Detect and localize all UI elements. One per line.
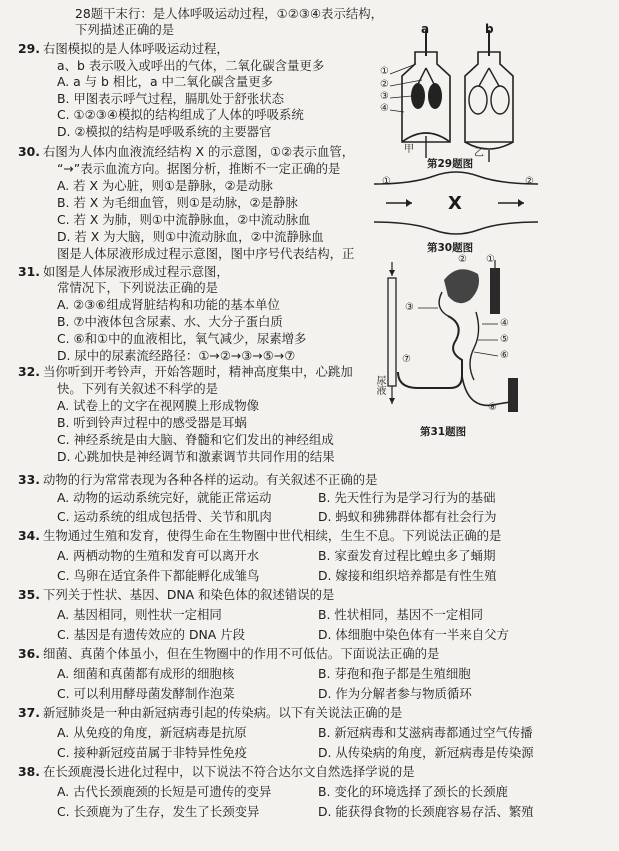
- line-text: A. ②③⑥组成肾脏结构和功能的基本单位: [57, 297, 280, 312]
- question-text-line: [57, 381, 218, 397]
- question-text-line: [57, 331, 306, 347]
- line-text: B. 甲图表示呼气过程，膈肌处于舒张状态: [57, 91, 285, 106]
- question-text-line: [318, 686, 472, 702]
- question-text-line: [57, 490, 271, 506]
- question-stem-line: [18, 364, 353, 380]
- line-text: 当你听到开考铃声，开始答题时，精神高度集中，心跳加: [42, 364, 353, 379]
- fig31-marker-7: ⑦: [402, 354, 411, 365]
- line-text: 下列描述正确的是: [75, 22, 175, 37]
- question-number: 32.: [18, 364, 40, 379]
- question-text-line: [75, 22, 174, 38]
- fig30-vessel-1: ①: [382, 176, 391, 187]
- question-text-line: [57, 509, 272, 525]
- line-text: B. 先天性行为是学习行为的基础: [318, 490, 496, 505]
- question-text-line: [318, 548, 495, 564]
- line-text: 常情况下，下列说法正确的是: [57, 280, 219, 295]
- fig30-structure-x: X: [448, 193, 462, 214]
- line-text: B. 家蚕发育过程比蝗虫多了蛹期: [318, 548, 496, 563]
- line-text: 生物通过生殖和发育，使得生命在生物圈中世代相续，生生不息。下列说法正确的是: [42, 528, 502, 543]
- line-text: A. a 与 b 相比，a 中二氧化碳含量更多: [57, 74, 274, 89]
- line-text: D. 能获得食物的长颈鹿容易存活、繁殖: [318, 804, 534, 819]
- question-stem-line: [18, 472, 378, 488]
- question-stem-line: [18, 646, 439, 662]
- fig31-marker-6: ⑥: [500, 350, 509, 361]
- question-text-line: [57, 58, 324, 74]
- line-text: D. 心跳加快是神经调节和激素调节共同作用的结果: [57, 449, 335, 464]
- question-number: 35.: [18, 587, 40, 602]
- fig29-label-a: a: [421, 22, 430, 36]
- line-text: D. ②模拟的结构是呼吸系统的主要器官: [57, 124, 272, 139]
- line-text: 图是人体尿液形成过程示意图，图中序号代表结构，正: [57, 246, 355, 261]
- question-text-line: [57, 161, 340, 177]
- fig30-vessel-2: ②: [525, 176, 534, 187]
- line-text: 右图为人体内血液流经结构 X 的示意图，①②表示血管，: [42, 144, 355, 159]
- line-text: 28题干末行：是人体呼吸运动过程，①②③④表示结构，: [75, 6, 384, 21]
- line-text: A. 两栖动物的生殖和发育可以离开水: [57, 548, 259, 563]
- fig31-marker-2: ②: [458, 254, 467, 265]
- question-text-line: [57, 784, 271, 800]
- fig31-caption: 第31题图: [420, 426, 467, 438]
- fig30-caption: 第30题图: [427, 242, 474, 254]
- line-text: B. 芽孢和孢子都是生殖细胞: [318, 666, 471, 681]
- line-text: D. 尿中的尿素流经路径：①→②→③→⑤→⑦: [57, 348, 296, 363]
- question-text-line: [57, 666, 234, 682]
- question-text-line: [75, 6, 383, 22]
- question-text-line: [318, 627, 509, 643]
- question-text-line: [318, 745, 534, 761]
- question-text-line: [57, 568, 259, 584]
- question-stem-line: [18, 705, 402, 721]
- line-text: D. 作为分解者参与物质循环: [318, 686, 472, 701]
- question-text-line: [57, 91, 284, 107]
- line-text: C. 运动系统的组成包括骨、关节和肌肉: [57, 509, 272, 524]
- question-text-line: [57, 627, 245, 643]
- question-text-line: [57, 398, 259, 414]
- question-text-line: [57, 314, 283, 330]
- fig31-marker-4: ④: [500, 318, 509, 329]
- question-text-line: [57, 297, 280, 313]
- question-stem-line: [18, 528, 501, 544]
- question-text-line: [57, 107, 304, 123]
- question-text-line: [318, 509, 497, 525]
- figure-29-breathing-model: [380, 24, 530, 164]
- question-stem-line: [18, 41, 229, 57]
- line-text: D. 从传染病的角度，新冠病毒是传染源: [318, 745, 534, 760]
- line-text: C. 可以利用酵母菌发酵制作泡菜: [57, 686, 235, 701]
- fig29-label-jia: 甲: [404, 144, 414, 155]
- line-text: 新冠肺炎是一种由新冠病毒引起的传染病。以下有关说法正确的是: [42, 705, 403, 720]
- fig29-label-yi: 乙: [474, 148, 484, 159]
- question-text-line: [57, 124, 271, 140]
- question-number: 38.: [18, 764, 40, 779]
- line-text: A. 细菌和真菌都有成形的细胞核: [57, 666, 235, 681]
- question-text-line: [57, 686, 235, 702]
- line-text: C. 神经系统是由大脑、脊髓和它们发出的神经组成: [57, 432, 334, 447]
- line-text: 在长颈鹿漫长进化过程中，以下说法不符合达尔文自然选择学说的是: [42, 764, 415, 779]
- question-stem-line: [18, 764, 415, 780]
- fig29-marker-3: ③: [380, 91, 389, 102]
- line-text: D. 嫁接和组织培养都是有性生殖: [318, 568, 497, 583]
- fig29-label-b: b: [485, 22, 494, 36]
- question-stem-line: [18, 144, 354, 160]
- question-number: 34.: [18, 528, 40, 543]
- line-text: C. ①②③④模拟的结构组成了人体的呼吸系统: [57, 107, 304, 122]
- line-text: A. 若 X 为心脏，则①是静脉，②是动脉: [57, 178, 273, 193]
- fig31-marker-3: ③: [405, 302, 414, 313]
- question-text-line: [57, 432, 334, 448]
- question-text-line: [318, 666, 471, 682]
- question-text-line: [57, 280, 218, 296]
- line-text: 下列关于性状、基因、DNA 和染色体的叙述错误的是: [42, 587, 335, 602]
- question-text-line: [57, 548, 259, 564]
- question-text-line: [57, 607, 222, 623]
- line-text: B. 性状相同，基因不一定相同: [318, 607, 484, 622]
- question-text-line: [318, 784, 508, 800]
- line-text: 细菌、真菌个体虽小，但在生物圈中的作用不可低估。下面说法正确的是: [42, 646, 440, 661]
- question-text-line: [318, 490, 495, 506]
- question-text-line: [57, 246, 354, 262]
- question-number: 30.: [18, 144, 40, 159]
- question-text-line: [318, 607, 483, 623]
- question-text-line: [57, 348, 295, 364]
- line-text: “→”表示血流方向。据图分析，推断不一定正确的是: [57, 161, 341, 176]
- line-text: 右图模拟的是人体呼吸运动过程，: [42, 41, 229, 56]
- line-text: A. 动物的运动系统完好，就能正常运动: [57, 490, 272, 505]
- line-text: 快。下列有关叙述不科学的是: [57, 381, 219, 396]
- question-text-line: [57, 195, 298, 211]
- question-text-line: [318, 568, 497, 584]
- fig31-marker-5: ⑤: [500, 334, 509, 345]
- question-stem-line: [18, 264, 229, 280]
- question-text-line: [57, 745, 247, 761]
- question-text-line: [57, 804, 259, 820]
- question-text-line: [57, 415, 247, 431]
- fig29-marker-4: ④: [380, 103, 389, 114]
- line-text: B. 新冠病毒和艾滋病毒都通过空气传播: [318, 725, 533, 740]
- fig29-marker-1: ①: [380, 66, 389, 77]
- question-text-line: [57, 178, 273, 194]
- fig29-marker-2: ②: [380, 79, 389, 90]
- question-text-line: [318, 725, 533, 741]
- line-text: A. 从免疫的角度，新冠病毒是抗原: [57, 725, 247, 740]
- line-text: D. 体细胞中染色体有一半来自父方: [318, 627, 509, 642]
- line-text: B. ⑦中液体包含尿素、水、大分子蛋白质: [57, 314, 283, 329]
- line-text: B. 听到铃声过程中的感受器是耳蜗: [57, 415, 247, 430]
- line-text: D. 若 X 为大脑，则①中流动脉血，②中流静脉血: [57, 229, 324, 244]
- question-number: 33.: [18, 472, 40, 487]
- line-text: 动物的行为常常表现为各种各样的运动。有关叙述不正确的是: [42, 472, 378, 487]
- question-number: 29.: [18, 41, 40, 56]
- line-text: B. 变化的环境选择了颈长的长颈鹿: [318, 784, 508, 799]
- question-number: 37.: [18, 705, 40, 720]
- question-text-line: [57, 449, 335, 465]
- line-text: C. ⑥和①中的血液相比，氧气减少，尿素增多: [57, 331, 307, 346]
- line-text: A. 古代长颈鹿颈的长短是可遗传的变异: [57, 784, 272, 799]
- question-text-line: [318, 804, 534, 820]
- question-number: 36.: [18, 646, 40, 661]
- line-text: C. 长颈鹿为了生存，发生了长颈变异: [57, 804, 260, 819]
- line-text: B. 若 X 为毛细血管，则①是动脉，②是静脉: [57, 195, 298, 210]
- line-text: a、b 表示吸入或呼出的气体，二氧化碳含量更多: [57, 58, 325, 73]
- line-text: C. 基因是有遗传效应的 DNA 片段: [57, 627, 245, 642]
- question-text-line: [57, 725, 247, 741]
- question-stem-line: [18, 587, 334, 603]
- fig31-marker-8: ⑧: [488, 402, 497, 413]
- line-text: C. 若 X 为肺，则①中流静脉血，②中流动脉血: [57, 212, 311, 227]
- question-text-line: [57, 229, 324, 245]
- question-number: 31.: [18, 264, 40, 279]
- line-text: A. 基因相同，则性状一定相同: [57, 607, 222, 622]
- fig31-marker-1: ①: [486, 254, 495, 265]
- fig31-urine-label: 尿液: [374, 375, 385, 395]
- line-text: 如图是人体尿液形成过程示意图，: [42, 264, 229, 279]
- question-text-line: [57, 74, 273, 90]
- line-text: A. 试卷上的文字在视网膜上形成物像: [57, 398, 259, 413]
- question-text-line: [57, 212, 310, 228]
- line-text: C. 鸟卵在适宜条件下都能孵化成雏鸟: [57, 568, 260, 583]
- fig29-caption: 第29题图: [427, 158, 474, 170]
- line-text: D. 蚂蚁和狒狒群体都有社会行为: [318, 509, 497, 524]
- line-text: C. 接种新冠疫苗属于非特异性免疫: [57, 745, 247, 760]
